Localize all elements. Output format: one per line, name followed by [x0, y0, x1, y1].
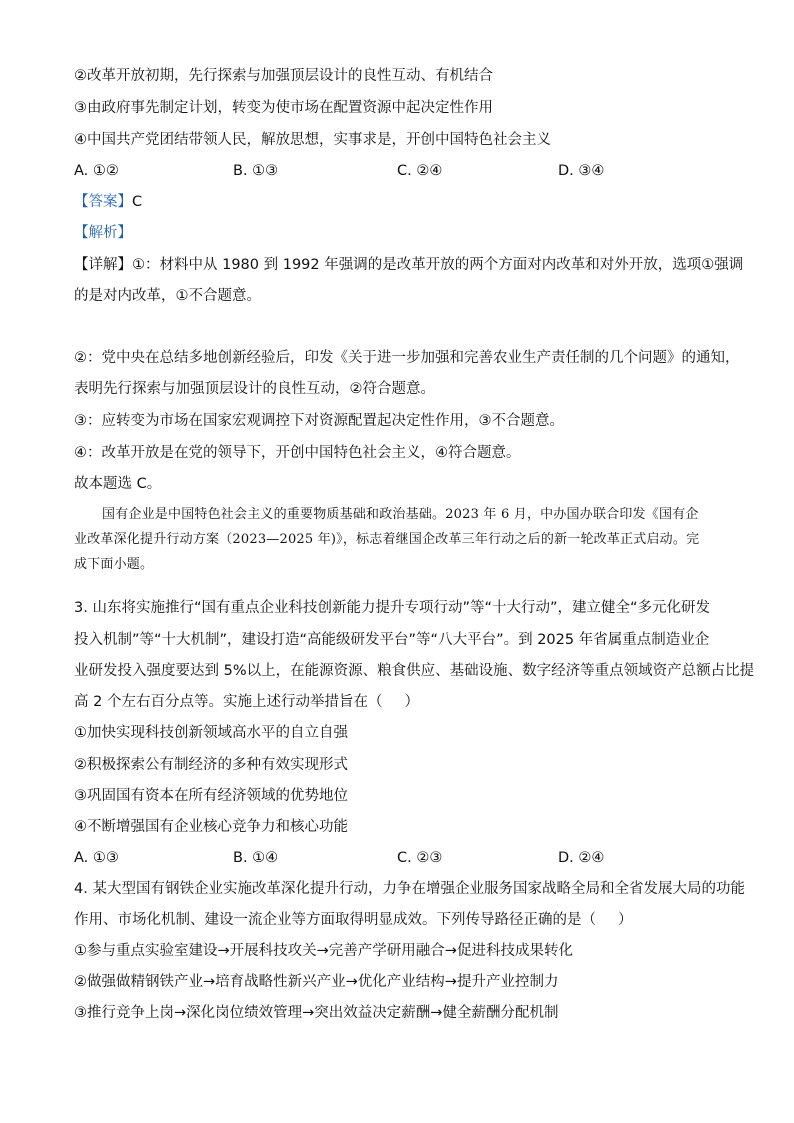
- q3-stem-line-1: 3. 山东将实施推行“国有重点企业科技创新能力提升专项行动”等“十大行动”，建立健全“多元化研发: [74, 600, 710, 616]
- q3-stem-line-2: 投入机制”等“十大机制”，建设打造“高能级研发平台”等“八大平台”。到 2025 年省属重点制造业企: [74, 632, 710, 648]
- passage-line-3: 成下面小题。: [74, 557, 154, 572]
- detail-line-5: ③：应转变为市场在国家宏观调控下对资源配置起决定性作用，③不合题意。: [74, 413, 564, 429]
- q3-stem-text-4: 高 2 个左右百分点等。实施上述行动举措旨在（: [74, 694, 383, 710]
- q3-answer-blank: ）: [404, 694, 419, 710]
- q3-choice-c: C. ②③: [397, 850, 443, 866]
- q3-choice-a: A. ①③: [74, 850, 119, 866]
- answer-line: [74, 192, 142, 212]
- q2-choice-b: B. ①③: [233, 163, 279, 179]
- q3-item-2: ②积极探索公有制经济的多种有效实现形式: [74, 757, 348, 773]
- detail-line-1: [74, 255, 743, 275]
- passage-line-2: 业改革深化提升行动方案（2023—2025 年)》，标志着继国企改革三年行动之后的新一轮改革正式启动。完: [74, 532, 700, 547]
- q4-stem-line-2: [74, 910, 633, 930]
- reading-passage: [74, 502, 724, 577]
- answer-value: C: [132, 194, 143, 210]
- q2-choice-c: C. ②④: [397, 163, 443, 179]
- q4-item-3: ③推行竞争上岗→深化岗位绩效管理→突出效益决定薪酬→健全薪酬分配机制: [74, 1005, 559, 1021]
- q3-stem-line-4: [74, 692, 419, 712]
- detail-line-3: ②：党中央在总结多地创新经验后，印发《关于进一步加强和完善农业生产责任制的几个问题》的通知，: [74, 350, 740, 366]
- q3-item-3: ③巩固国有资本在所有经济领域的优势地位: [74, 788, 348, 804]
- q4-item-2: ②做强做精钢铁产业→培育战略性新兴产业→优化产业结构→提升产业控制力: [74, 974, 559, 990]
- detail-text-1: ①：材料中从 1980 到 1992 年强调的是改革开放的两个方面对内改革和对外开放，选项①强调: [132, 257, 744, 273]
- analysis-tag: 【解析】: [74, 225, 132, 241]
- detail-line-6: ④：改革开放是在党的领导下，开创中国特色社会主义，④符合题意。: [74, 445, 521, 461]
- q3-item-4: ④不断增强国有企业核心竞争力和核心功能: [74, 819, 348, 835]
- detail-conclusion: 故本题选 C。: [74, 476, 162, 492]
- detail-line-2: 的是对内改革，①不合题意。: [74, 288, 261, 304]
- q2-option-item-3: ③由政府事先制定计划，转变为使市场在配置资源中起决定性作用: [74, 100, 493, 116]
- q3-item-1: ①加快实现科技创新领域高水平的自立自强: [74, 725, 348, 741]
- q4-stem-line-1: 4. 某大型国有钢铁企业实施改革深化提升行动，力争在增强企业服务国家战略全局和全省发展大局的功能: [74, 881, 745, 897]
- q4-item-1: ①参与重点实验室建设→开展科技攻关→完善产学研用融合→促进科技成果转化: [74, 943, 573, 959]
- answer-tag: 【答案】: [74, 194, 132, 210]
- q2-choices: [74, 161, 734, 181]
- q2-choice-a: A. ①②: [74, 163, 119, 179]
- q2-option-item-2: ②改革开放初期，先行探索与加强顶层设计的良性互动、有机结合: [74, 68, 493, 84]
- detail-line-4: 表明先行探索与加强顶层设计的良性互动，②符合题意。: [74, 381, 435, 397]
- q3-choice-b: B. ①④: [233, 850, 279, 866]
- detail-tag: 【详解】: [74, 257, 132, 273]
- q3-choices: [74, 848, 734, 868]
- q4-answer-blank: ）: [618, 912, 633, 928]
- q3-choice-d: D. ②④: [558, 850, 605, 866]
- q3-stem-line-3: 业研发投入强度要达到 5%以上，在能源资源、粮食供应、基础设施、数字经济等重点领域资产总额占比提: [74, 663, 755, 679]
- passage-line-1: 国有企业是中国特色社会主义的重要物质基础和政治基础。2023 年 6 月，中办国办联合印发《国有企: [102, 507, 699, 522]
- q2-option-item-4: ④中国共产党团结带领人民，解放思想，实事求是，开创中国特色社会主义: [74, 132, 551, 148]
- q2-choice-d: D. ③④: [558, 163, 605, 179]
- q4-stem-text-2: 作用、市场化机制、建设一流企业等方面取得明显成效。下列传导路径正确的是（: [74, 912, 596, 928]
